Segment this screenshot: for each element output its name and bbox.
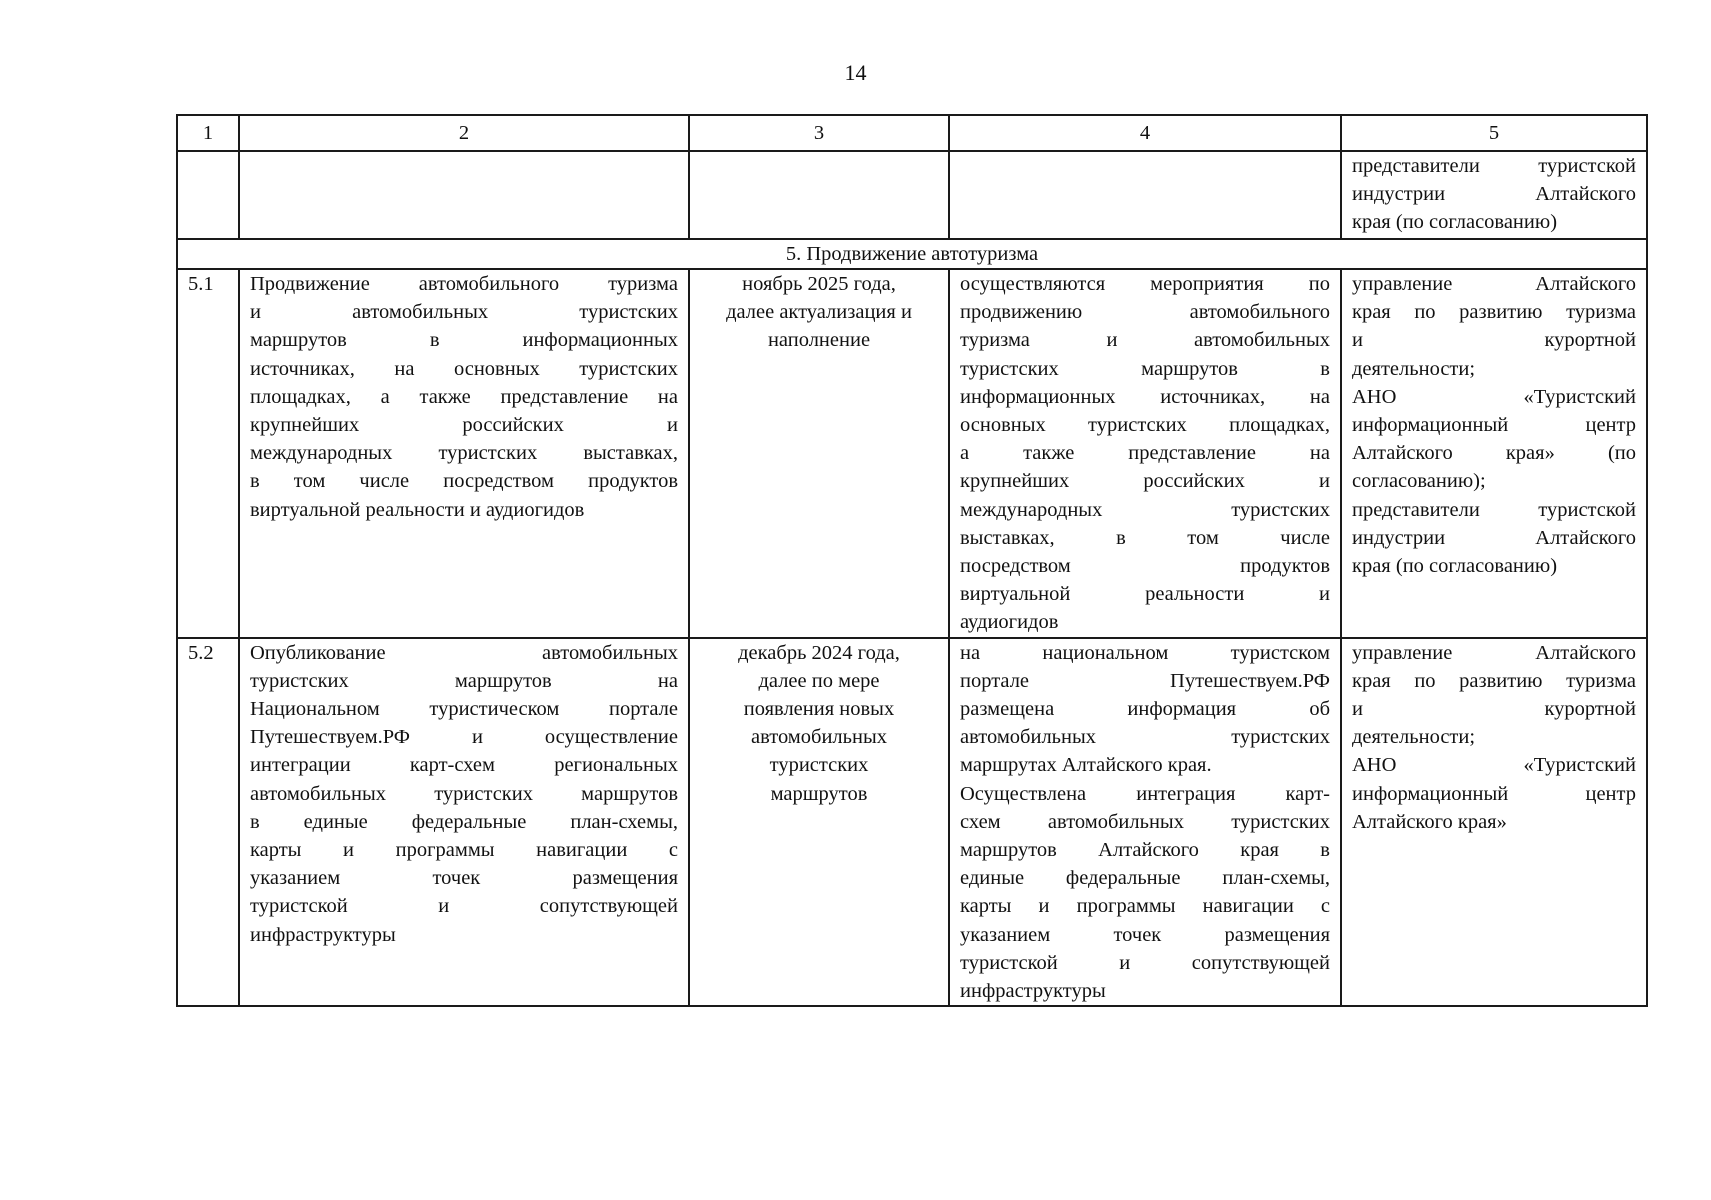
text-line: и курортной: [1352, 698, 1636, 721]
section-row: [177, 239, 1647, 269]
activity-cell: [239, 638, 689, 1007]
text-line: размещена информация об: [960, 698, 1330, 721]
text-line: информационный центр: [1352, 782, 1636, 805]
section-title: 5. Продвижение автотуризма: [177, 239, 1647, 269]
text-line: а также представление на: [960, 442, 1330, 465]
text-line: источниках, на основных туристских: [250, 357, 678, 380]
text-line: Путешествуем.РФ и осуществление: [250, 726, 678, 749]
text-line: туристских маршрутов на: [250, 669, 678, 692]
text-line: Национальном туристическом портале: [250, 698, 678, 721]
text-line: управление Алтайского: [1352, 273, 1636, 295]
text-line: схем автомобильных туристских: [960, 810, 1330, 833]
text-line: Продвижение автомобильного туризма: [250, 273, 678, 295]
text-line: декабрь 2024 года,: [738, 641, 900, 664]
page-number: 14: [844, 60, 867, 85]
text-line: на национальном туристском: [960, 641, 1330, 664]
activity-cell: [239, 269, 689, 638]
row-number: 5.1: [177, 269, 239, 638]
text-line: управление Алтайского: [1352, 641, 1636, 664]
text-line: Опубликование автомобильных: [250, 641, 678, 664]
text-line: международных туристских: [960, 498, 1330, 521]
text-line: международных туристских выставках,: [250, 442, 678, 465]
text-line: карты и программы навигации с: [960, 895, 1330, 918]
continuation-cell-4: [949, 151, 1341, 239]
text-line: карты и программы навигации с: [250, 839, 678, 862]
text-line: указанием точек размещения: [250, 867, 678, 890]
continuation-cell-2: [239, 151, 689, 239]
header-col-4: 4: [949, 115, 1341, 151]
text-line: края (по согласованию): [1352, 555, 1558, 578]
text-line: единые федеральные план-схемы,: [960, 867, 1330, 890]
text-line: автомобильных туристских маршрутов: [250, 782, 678, 805]
text-line: информационных источниках, на: [960, 385, 1330, 408]
text-line: представители туристской: [1352, 155, 1636, 177]
text-line: туристской и сопутствующей: [960, 951, 1330, 974]
text-line: туризма и автомобильных: [960, 329, 1330, 352]
header-col-1: 1: [177, 115, 239, 151]
text-line: туристской и сопутствующей: [250, 895, 678, 918]
text-line: выставках, в том числе: [960, 526, 1330, 549]
text-line: туристских маршрутов в: [960, 357, 1330, 380]
text-line: виртуальной реальности и аудиогидов: [250, 498, 585, 521]
text-line: аудиогидов: [960, 611, 1059, 634]
responsible-cell: [1341, 269, 1647, 638]
text-line: деятельности;: [1352, 726, 1476, 749]
text-line: осуществляются мероприятия по: [960, 273, 1330, 295]
responsible-cell: [1341, 638, 1647, 1007]
text-line: появления новых: [743, 698, 895, 721]
text-line: деятельности;: [1352, 357, 1476, 380]
header-col-5: 5: [1341, 115, 1647, 151]
text-line: маршрутах Алтайского края.: [960, 754, 1212, 777]
text-line: в единые федеральные план-схемы,: [250, 810, 678, 833]
text-line: автомобильных: [750, 726, 887, 749]
text-line: АНО «Туристский: [1352, 754, 1636, 777]
text-line: маршрутов в информационных: [250, 329, 678, 352]
text-line: продвижению автомобильного: [960, 301, 1330, 324]
text-line: и автомобильных туристских: [250, 301, 678, 324]
text-line: Алтайского края»: [1352, 810, 1507, 833]
text-line: представители туристской: [1352, 498, 1636, 521]
text-line: индустрии Алтайского: [1352, 526, 1636, 549]
text-line: в том числе посредством продуктов: [250, 470, 678, 493]
continuation-responsible-cell: [1341, 151, 1647, 239]
text-line: инфраструктуры: [250, 923, 396, 946]
text-line: крупнейших российских и: [960, 470, 1330, 493]
text-line: маршрутов: [770, 782, 868, 805]
text-line: края по развитию туризма: [1352, 669, 1636, 692]
text-line: согласованию);: [1352, 470, 1486, 493]
text-line: портале Путешествуем.РФ: [960, 669, 1330, 692]
table-row: [177, 269, 1647, 638]
text-line: интеграции карт-схем региональных: [250, 754, 678, 777]
text-line: далее по мере: [758, 669, 880, 692]
text-line: крупнейших российских и: [250, 414, 678, 437]
deadline-cell: [689, 638, 949, 1007]
continuation-cell-3: [689, 151, 949, 239]
text-line: виртуальной реальности и: [960, 583, 1330, 606]
text-line: АНО «Туристский: [1352, 385, 1636, 408]
text-line: Осуществлена интеграция карт-: [960, 782, 1330, 805]
continuation-row: [177, 151, 1647, 239]
result-cell: [949, 638, 1341, 1007]
text-line: автомобильных туристских: [960, 726, 1330, 749]
header-col-3: 3: [689, 115, 949, 151]
text-line: индустрии Алтайского: [1352, 183, 1636, 206]
text-line: маршрутов Алтайского края в: [960, 839, 1330, 862]
text-line: информационный центр: [1352, 414, 1636, 437]
text-line: площадках, а также представление на: [250, 385, 678, 408]
text-line: ноябрь 2025 года,: [742, 273, 896, 295]
table-row: [177, 638, 1647, 1007]
row-number: 5.2: [177, 638, 239, 1007]
text-line: туристских: [769, 754, 869, 777]
text-line: края (по согласованию): [1352, 211, 1558, 234]
text-line: наполнение: [767, 329, 871, 352]
text-line: основных туристских площадках,: [960, 414, 1330, 437]
text-line: указанием точек размещения: [960, 923, 1330, 946]
text-line: инфраструктуры: [960, 980, 1106, 1003]
text-line: посредством продуктов: [960, 555, 1330, 578]
header-row: [177, 115, 1647, 151]
header-col-2: 2: [239, 115, 689, 151]
text-line: и курортной: [1352, 329, 1636, 352]
continuation-cell-1: [177, 151, 239, 239]
text-line: края по развитию туризма: [1352, 301, 1636, 324]
text-line: Алтайского края» (по: [1352, 442, 1636, 465]
result-cell: [949, 269, 1341, 638]
deadline-cell: [689, 269, 949, 638]
action-plan-table: [176, 114, 1648, 1007]
text-line: далее актуализация и: [726, 301, 912, 324]
